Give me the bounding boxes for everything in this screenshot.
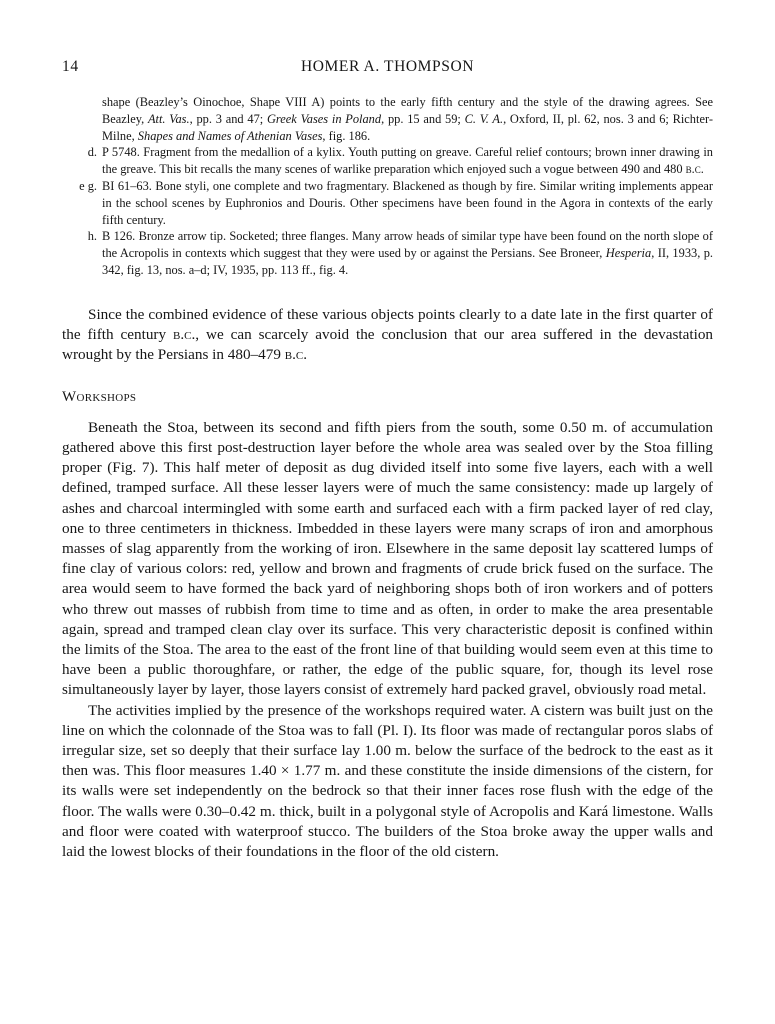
page-number: 14 (62, 58, 79, 75)
era-abbrev: b.c. (173, 326, 196, 344)
text-span: , we can scarcely avoid the conclusion that our area suffered in the devastation wrought by the Persians in 480–479 (62, 326, 714, 364)
era-abbrev: b.c. (685, 162, 704, 177)
text-span: , Oxford, II, pl. 62, nos. 3 and 6; Richter-Milne, (102, 111, 713, 143)
footnote-continuation (62, 94, 713, 144)
citation-hesperia: Hesperia (605, 246, 652, 261)
citation-greek-vases: Greek Vases in Poland (266, 111, 382, 126)
footnotes (62, 94, 713, 279)
footnote-d (62, 144, 713, 178)
footnote-label: e g. (79, 178, 97, 193)
footnote-label: h. (87, 229, 97, 244)
citation-cva: C. V. A. (464, 111, 504, 126)
text-span: P 5748. Fragment from the medallion of a kylix. Youth putting on greave. Careful relief contours; brown inner drawing in the greave. This bit recalls the many scenes of warlike preparation which enjoyed such a vogue between 490 and 480 (102, 145, 713, 177)
paragraph: The activities implied by the presence of the workshops required water. A cistern was built just on the line on which the colonnade of the Stoa was to fall (Pl. I). Its floor was made of rectangular poros slabs of irregular size, set so deeply that their surface lay 1.00 m. below the surface of the bedrock to the east as it then was. This floor measures 1.40 × 1.77 m. and these constitute the inside dimensions of the cistern, for its walls were set independently on the bedrock so that their inner faces rose flush with the edge of the floor. The walls were 0.30–0.42 m. thick, built in a polygonal style of Acropolis and Kará limestone. Walls and floor were coated with waterproof stucco. The builders of the Stoa broke away the upper walls and laid the lowest blocks of their foundations in the floor of the old cistern. (62, 701, 713, 861)
text-span: , fig. 186. (322, 128, 371, 143)
footnote-eg (62, 178, 713, 228)
main-text (62, 305, 713, 862)
footnote-label: d. (87, 145, 97, 160)
text-span: Since the combined evidence of these various objects points clearly to a date late in the first quarter of the fifth century (62, 306, 713, 344)
era-abbrev: b.c. (284, 346, 308, 364)
footnote-h (62, 228, 713, 278)
text-span: , pp. 3 and 47; (189, 111, 267, 126)
text-span: BI 61–63. Bone styli, one complete and two fragmentary. Blackened as though by fire. Similar writing implements appear in the school scenes by Euphronios and Douris. Other specimens have been found in the Agora in contexts of the early fifth century. (102, 178, 713, 227)
running-title: HOMER A. THOMPSON (300, 58, 475, 75)
text-span: B 126. Bronze arrow tip. Socketed; three flanges. Many arrow heads of similar type have been found on the north slope of the Acropolis in contexts which suggest that they were used by or against the Persians. See Broneer, (102, 229, 713, 261)
paragraph: Beneath the Stoa, between its second and fifth piers from the south, some 0.50 m. of accumulation gathered above this first post-destruction layer before the whole area was sealed over by the Stoa filling proper (Fig. 7). This half meter of deposit as dug divided itself into some five layers, each with a well defined, tramped surface. All these lesser layers were of much the same consistency: made up largely of ashes and charcoal intermingled with some earth and surfaced each with a firm packed layer of red clay, one to three centimeters in thickness. Imbedded in these layers were many scraps of iron and amorphous masses of slag apparently from the working of iron. Elsewhere in the same deposit lay scattered lumps of fine clay of various colors: red, yellow and brown and fragments of crude brick fused on the surface. The area would seem to have formed the back yard of neighboring shops both of iron workers and of potters who threw out masses of rubbish from time to time and as often, in order to make the area presentable again, spread and tramped clean clay over its surface. This very characteristic deposit is confined within the limits of the Stoa. The area to the east of the front line of that building would seem even at this time to have been a public thoroughfare, or rather, the edge of the public square, for, though its level rose simultaneously layer by layer, those layers consist of extremely hard packed gravel, obviously road metal. (62, 418, 713, 699)
section-heading: Workshops (62, 388, 137, 405)
text-span: shape (Beazley’s Oinochoe, Shape VIII A) points to the early fifth century and the style of the drawing agrees. See Beazley, (102, 95, 713, 126)
paragraph (62, 305, 713, 366)
text-span: , pp. 15 and 59; (381, 111, 465, 126)
text-span: , II, 1933, p. 342, fig. 13, nos. a–d; IV, 1935, pp. 113 ff., fig. 4. (102, 246, 713, 277)
citation-att-vas: Att. Vas. (147, 111, 190, 126)
citation-shapes-names: Shapes and Names of Athenian Vases (137, 128, 323, 143)
